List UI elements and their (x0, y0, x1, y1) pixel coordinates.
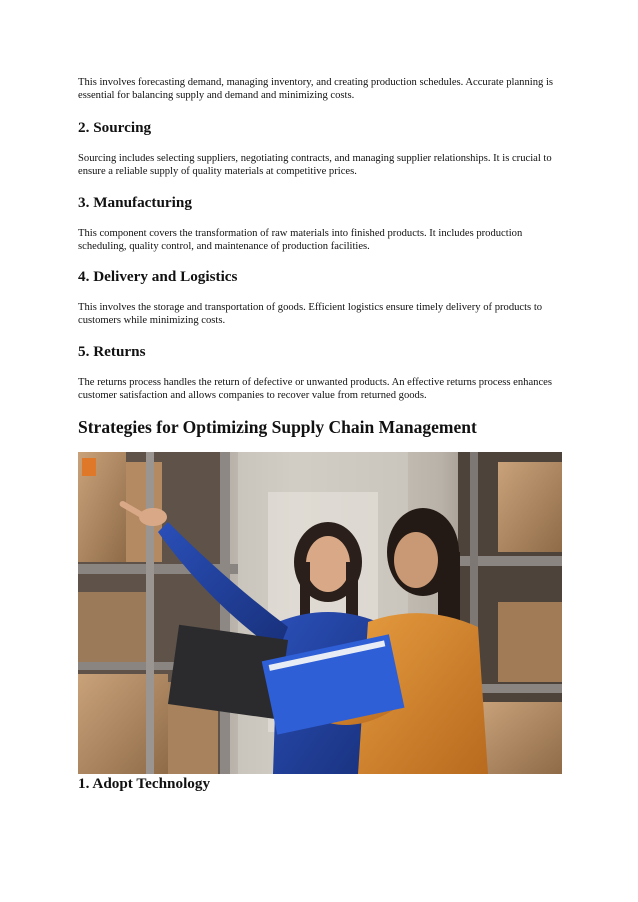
section-text-returns: The returns process handles the return of defective or unwanted products. An effective returns process enhances customer satisfaction and allows companies to recover value from returned goods. (78, 377, 552, 402)
section-heading-delivery: 4. Delivery and Logistics (78, 268, 238, 285)
section-text-manufacturing: This component covers the transformation of raw materials into finished products. It includes production scheduling, quality control, and maintenance of production facilities. (78, 228, 523, 253)
section-heading-sourcing: 2. Sourcing (78, 119, 152, 136)
section-heading-manufacturing: 3. Manufacturing (78, 194, 192, 211)
warehouse-photo (78, 452, 562, 774)
strategy-heading-adopt-technology: 1. Adopt Technology (78, 775, 211, 792)
strategies-title: Strategies for Optimizing Supply Chain Management (78, 417, 477, 437)
section-heading-returns: 5. Returns (78, 343, 146, 360)
section-text-sourcing: Sourcing includes selecting suppliers, negotiating contracts, and managing supplier relationships. It is crucial to ensure a reliable supply of quality materials at competitive prices. (78, 153, 552, 178)
intro-paragraph: This involves forecasting demand, managing inventory, and creating production schedules. Accurate planning is essential for balancing supply and demand and minimizing costs. (78, 77, 554, 102)
section-text-delivery: This involves the storage and transportation of goods. Efficient logistics ensure timely delivery of products to customers while minimizing costs. (78, 302, 543, 327)
